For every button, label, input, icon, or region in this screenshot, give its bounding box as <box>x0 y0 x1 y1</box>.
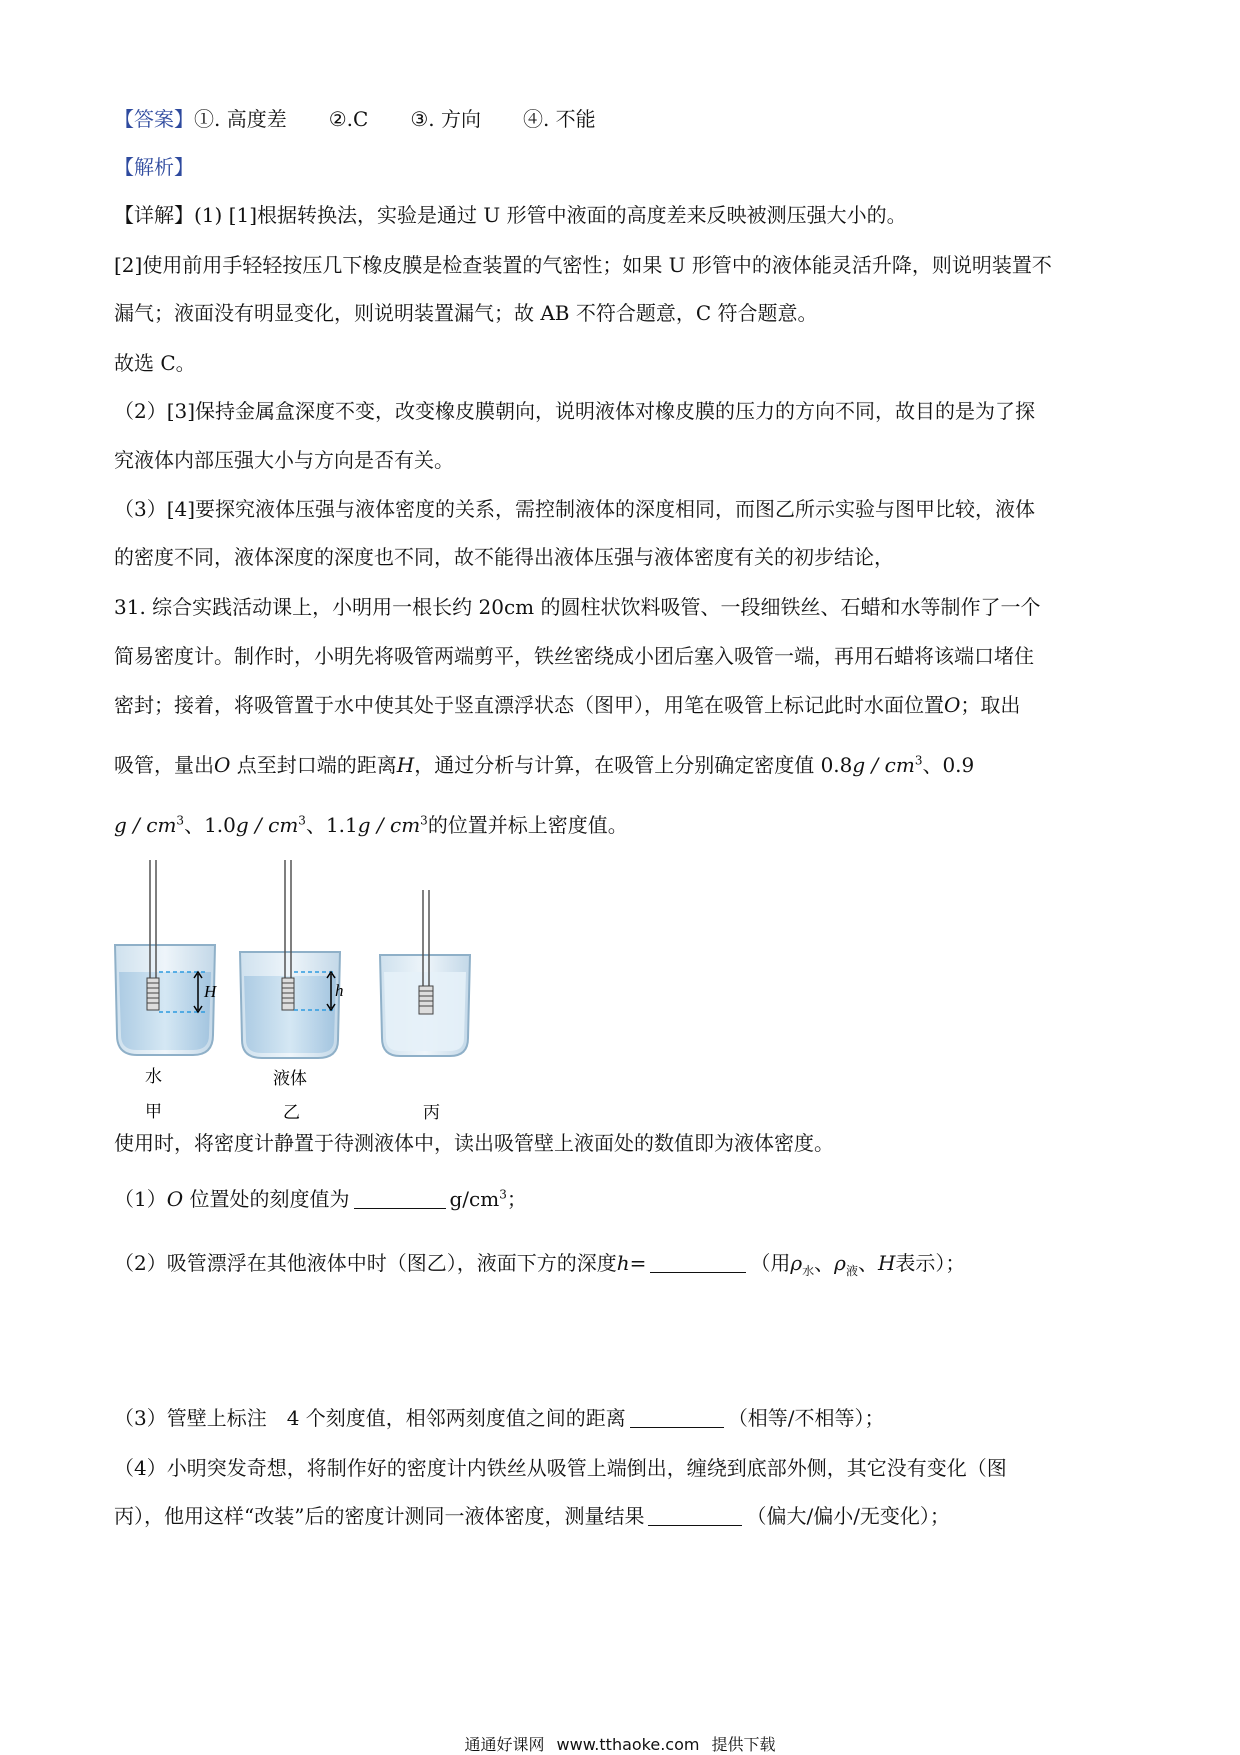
sep: 、 <box>814 1251 835 1275</box>
explanation-line-3: 漏气；液面没有明显变化，则说明装置漏气；故 AB 不符合题意，C 符合题意。 <box>114 301 818 325</box>
explanation-line-5: （2）[3]保持金属盒深度不变，改变橡皮膜朝向，说明液体对橡皮膜的压力的方向不同，故目的是为了探 <box>114 399 1036 423</box>
unit-exp: 3 <box>298 813 306 828</box>
subq-3 <box>114 1405 885 1431</box>
subq-4-options: （偏大/偏小/无变化）； <box>746 1504 950 1528</box>
label-water: 水 <box>145 1067 162 1087</box>
point-o: O <box>166 1187 184 1211</box>
beaker-jia <box>115 860 215 1055</box>
answer-blank-4[interactable] <box>648 1505 742 1526</box>
answer-item-2: ②.C <box>328 107 369 131</box>
footer-tail: 提供下载 <box>711 1735 776 1754</box>
label-liquid: 液体 <box>273 1069 307 1089</box>
subq-1-num: （1） <box>114 1187 167 1211</box>
answer-item-3: ③. 方向 <box>410 107 481 131</box>
usage-line: 使用时，将密度计静置于待测液体中，读出吸管壁上液面处的数值即为液体密度。 <box>114 1131 834 1155</box>
question-line-1: 31. 综合实践活动课上，小明用一根长约 20cm 的圆柱状饮料吸管、一段细铁丝、石蜡和水等制作了一个 <box>114 595 1041 619</box>
label-yi: 乙 <box>283 1103 300 1120</box>
sep: 、 <box>922 753 943 777</box>
label-jia: 甲 <box>145 1102 162 1120</box>
question-line-4-text: 吸管，量出 <box>114 753 214 777</box>
explanation-line-6: 究液体内部压强大小与方向是否有关。 <box>114 448 454 472</box>
unit-exp: 3 <box>176 813 185 828</box>
unit <box>114 813 184 837</box>
beaker-figure <box>105 860 545 1120</box>
answer-blank-2[interactable] <box>650 1252 746 1273</box>
subq-4-line-2 <box>114 1503 950 1529</box>
distance-h: H <box>396 753 415 777</box>
subq-2-end: 表示）； <box>895 1251 966 1275</box>
answer-blank-1[interactable] <box>354 1188 446 1209</box>
height-H: H <box>877 1251 896 1275</box>
depth-h: h <box>616 1251 630 1275</box>
unit-text: g / cm <box>852 753 915 777</box>
unit-exp: 3 <box>914 753 923 768</box>
question-line-3 <box>114 692 1020 718</box>
sep: 、 <box>184 813 205 837</box>
question-line-5 <box>114 812 628 838</box>
subq-1-unit: g/cm <box>449 1187 500 1211</box>
subq-2-paren: （用 <box>750 1251 791 1275</box>
answer-line <box>114 106 638 132</box>
rho-water: ρ <box>790 1251 803 1275</box>
subq-3-options: （相等/不相等）； <box>727 1406 885 1430</box>
answer-blank-3[interactable] <box>630 1407 724 1428</box>
subq-2-text: （2）吸管漂浮在其他液体中时（图乙），液面下方的深度 <box>114 1251 617 1275</box>
beaker-yi <box>240 860 340 1058</box>
rho-water-sub: 水 <box>802 1264 815 1278</box>
sep: 、 <box>305 813 326 837</box>
question-line-4 <box>114 752 974 778</box>
answer-item-4: ④. 不能 <box>522 107 596 131</box>
question-line-2: 简易密度计。制作时，小明先将吸管两端剪平，铁丝密绕成小团后塞入吸管一端，再用石蜡将该端口堵住 <box>114 644 1034 668</box>
question-line-3-end: ；取出 <box>960 693 1021 717</box>
unit <box>236 813 306 837</box>
subq-1-exp: 3 <box>499 1187 507 1202</box>
unit-text: g / cm <box>235 813 299 837</box>
unit-text: g / cm <box>114 813 177 837</box>
equals: = <box>629 1251 647 1275</box>
value-1-0: 1.0 <box>204 813 236 837</box>
subq-1-end: ； <box>506 1187 527 1211</box>
explanation-line-1: 【详解】(1) [1]根据转换法，实验是通过 U 形管中液面的高度差来反映被测压强大小的。 <box>114 203 907 227</box>
explanation-line-4: 故选 C。 <box>114 351 196 375</box>
rho-liquid: ρ <box>834 1251 846 1275</box>
question-line-5-tail: 的位置并标上密度值。 <box>427 813 628 837</box>
analysis-label: 【解析】 <box>114 155 194 179</box>
unit <box>852 753 922 777</box>
question-line-4-text-3: ，通过分析与计算，在吸管上分别确定密度值 0.8 <box>414 753 853 777</box>
footer-url[interactable]: www.tthaoke.com <box>556 1735 700 1754</box>
answer-item-1: ①. 高度差 <box>194 107 287 131</box>
page-footer <box>0 1732 1240 1755</box>
value-1-1: 1.1 <box>325 813 358 837</box>
unit-exp: 3 <box>420 813 428 828</box>
subq-3-text: （3）管壁上标注 4 个刻度值，相邻两刻度值之间的距离 <box>114 1406 626 1430</box>
answer-label: 【答案】 <box>114 107 194 131</box>
point-o: O <box>944 693 961 717</box>
question-line-3-text: 密封；接着，将吸管置于水中使其处于竖直漂浮状态（图甲），用笔在吸管上标记此时水面位置 <box>114 693 944 717</box>
explanation-line-8: 的密度不同，液体深度的深度也不同，故不能得出液体压强与液体密度有关的初步结论， <box>114 545 894 569</box>
explanation-line-2: [2]使用前用手轻轻按压几下橡皮膜是检查装置的气密性；如果 U 形管中的液体能灵活升降，则说明装置不 <box>114 253 1052 277</box>
question-line-4-text-2: 点至封口端的距离 <box>230 753 397 777</box>
subq-1-text: 位置处的刻度值为 <box>183 1187 350 1211</box>
unit-text: g / cm <box>357 813 421 837</box>
sep: 、 <box>857 1251 878 1275</box>
subq-1 <box>114 1186 527 1212</box>
beaker-bing <box>380 890 470 1056</box>
point-o: O <box>214 753 231 777</box>
footer-site: 通通好课网 <box>464 1735 545 1754</box>
value-0-9: 0.9 <box>942 753 975 777</box>
subq-4-line-1: （4）小明突发奇想，将制作好的密度计内铁丝从吸管上端倒出，缠绕到底部外侧，其它没有变化（图 <box>114 1456 1007 1480</box>
label-h: h <box>335 981 344 1000</box>
label-H: H <box>204 982 217 1001</box>
subq-2 <box>114 1250 965 1276</box>
rho-liquid-sub: 液 <box>845 1264 858 1278</box>
explanation-line-7: （3）[4]要探究液体压强与液体密度的关系，需控制液体的深度相同，而图乙所示实验与图甲比较，液体 <box>114 497 1036 521</box>
label-bing: 丙 <box>423 1103 440 1120</box>
unit <box>358 813 428 837</box>
subq-4-text: 丙），他用这样“改装”后的密度计测同一液体密度，测量结果 <box>114 1504 645 1528</box>
